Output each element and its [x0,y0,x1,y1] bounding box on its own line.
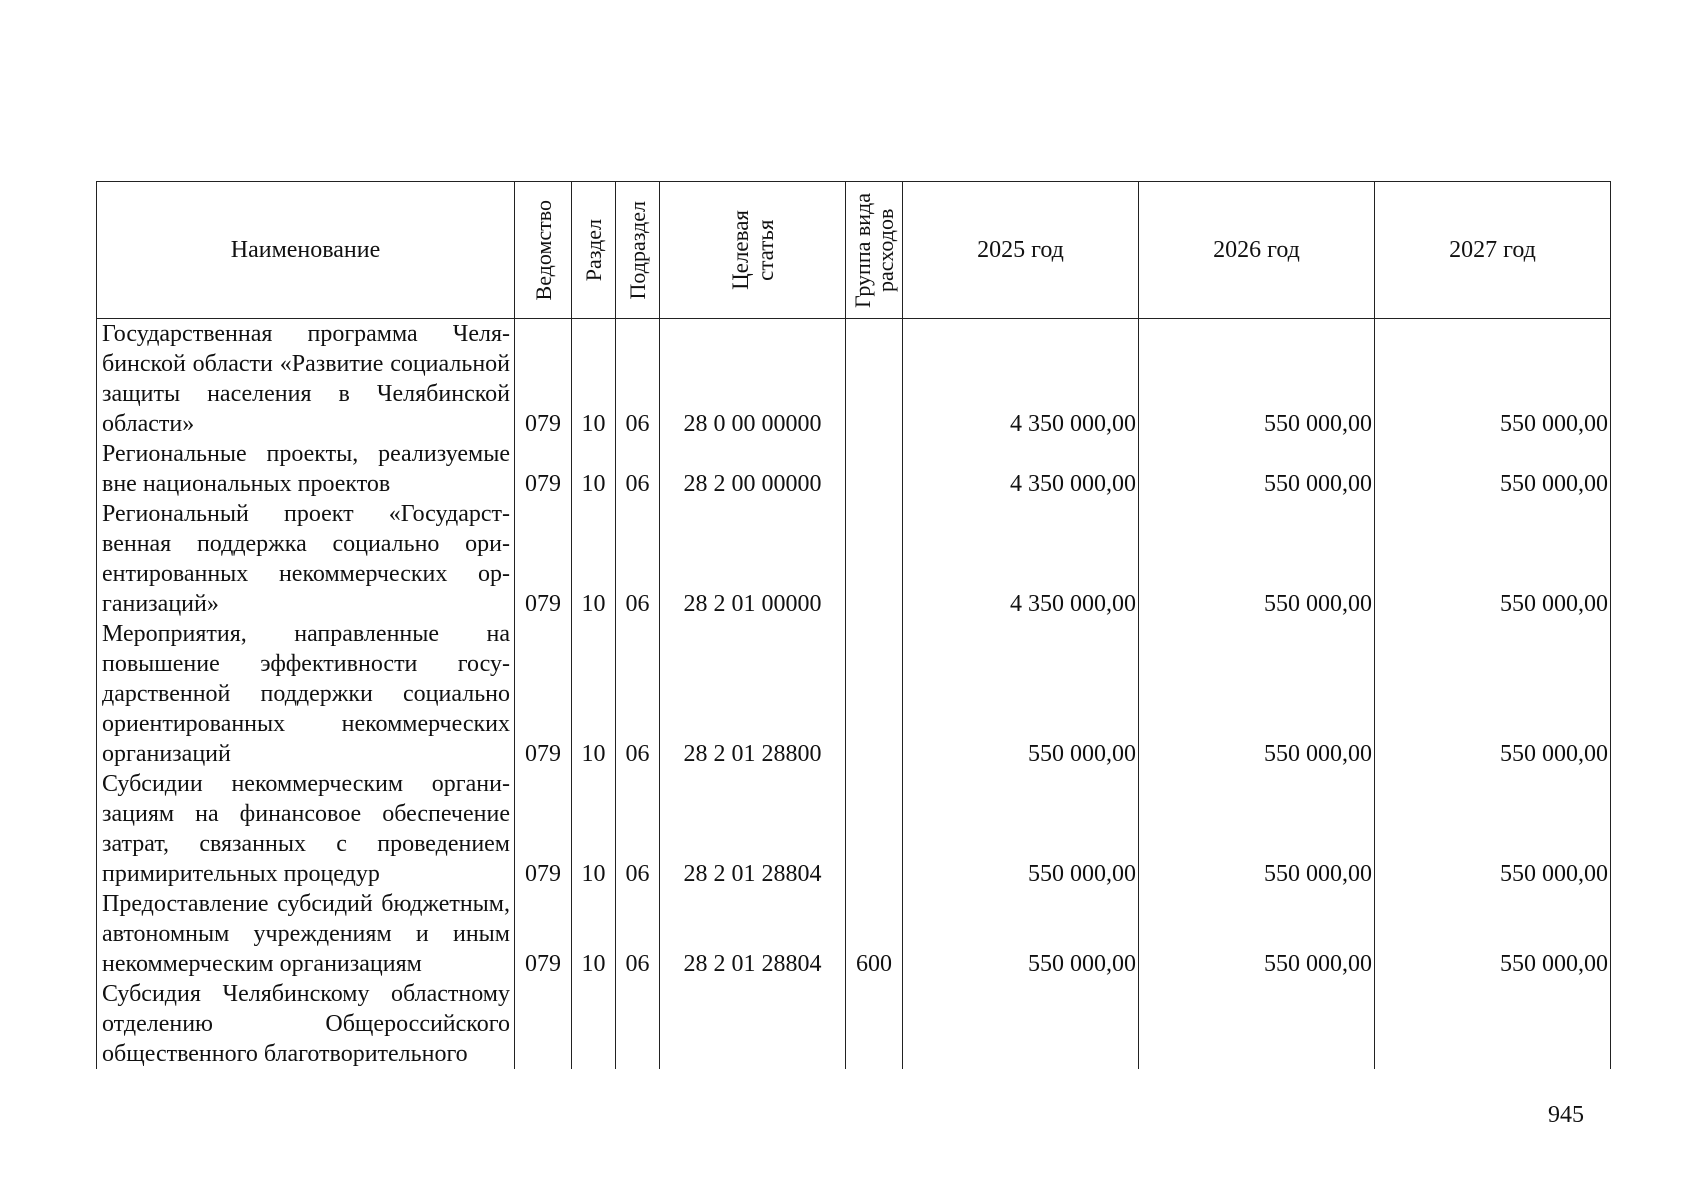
row-expense-group [846,769,903,889]
row-2025: 4 350 000,00 [903,319,1139,440]
table-row [97,499,1611,619]
row-2026: 550 000,00 [1139,769,1375,889]
row-expense-group [846,619,903,769]
header-target: Целевая статья [660,182,846,319]
header-name: Наименование [97,182,515,319]
header-subsection: Подраздел [616,182,660,319]
row-2026: 550 000,00 [1139,439,1375,499]
row-target: 28 2 01 28800 [660,619,846,769]
header-section: Раздел [572,182,616,319]
row-target: 28 2 01 28804 [660,769,846,889]
budget-table [96,181,1611,1069]
header-2026: 2026 год [1139,182,1375,319]
row-name: Субсидии некоммерческим организациям на финансовое обеспечение затрат, связанных с проведением примирительных процедур [97,769,515,889]
row-2026 [1139,979,1375,1069]
row-target: 28 0 00 00000 [660,319,846,440]
row-expense-group [846,439,903,499]
table-row [97,979,1611,1069]
row-dept: 079 [515,769,572,889]
row-name: Региональные проекты, реализуемые вне национальных проектов [97,439,515,499]
row-name: Предоставление субсидий бюджетным, автономным учреждениям и иным некоммерческим организациям [97,889,515,979]
row-2025 [903,979,1139,1069]
row-subsection: 06 [616,319,660,440]
header-row [97,182,1611,319]
row-target [660,979,846,1069]
row-dept: 079 [515,439,572,499]
table-row [97,619,1611,769]
row-subsection: 06 [616,439,660,499]
header-2025: 2025 год [903,182,1139,319]
row-subsection: 06 [616,499,660,619]
row-dept: 079 [515,499,572,619]
row-target: 28 2 00 00000 [660,439,846,499]
table-row [97,319,1611,440]
row-section: 10 [572,769,616,889]
row-dept [515,979,572,1069]
row-2025: 550 000,00 [903,619,1139,769]
row-expense-group [846,499,903,619]
row-name: Государственная программа Челябинской области «Развитие социальной защиты населения в Челябинской области» [97,319,515,440]
row-name: Региональный проект «Государственная поддержка социально ориентированных некоммерческих организаций» [97,499,515,619]
row-2025: 4 350 000,00 [903,499,1139,619]
row-2027: 550 000,00 [1375,319,1611,440]
row-subsection: 06 [616,889,660,979]
row-target: 28 2 01 00000 [660,499,846,619]
row-dept: 079 [515,619,572,769]
row-2025: 4 350 000,00 [903,439,1139,499]
row-section: 10 [572,319,616,440]
row-subsection: 06 [616,769,660,889]
row-2026: 550 000,00 [1139,499,1375,619]
row-section [572,979,616,1069]
row-expense-group [846,979,903,1069]
row-dept: 079 [515,889,572,979]
row-expense-group [846,319,903,440]
row-2027: 550 000,00 [1375,769,1611,889]
row-2026: 550 000,00 [1139,619,1375,769]
row-2027: 550 000,00 [1375,889,1611,979]
row-2027: 550 000,00 [1375,499,1611,619]
row-2025: 550 000,00 [903,769,1139,889]
row-dept: 079 [515,319,572,440]
row-section: 10 [572,499,616,619]
header-dept: Ведомство [515,182,572,319]
row-target: 28 2 01 28804 [660,889,846,979]
table-row [97,889,1611,979]
row-subsection: 06 [616,619,660,769]
row-section: 10 [572,439,616,499]
table-row [97,439,1611,499]
row-expense-group: 600 [846,889,903,979]
row-section: 10 [572,619,616,769]
row-2027: 550 000,00 [1375,619,1611,769]
row-name: Субсидия Челябинскому областному отделению Общероссийского общественного благотворительного [97,979,515,1069]
row-2025: 550 000,00 [903,889,1139,979]
row-2027 [1375,979,1611,1069]
row-subsection [616,979,660,1069]
row-2027: 550 000,00 [1375,439,1611,499]
row-2026: 550 000,00 [1139,889,1375,979]
header-2027: 2027 год [1375,182,1611,319]
row-name: Мероприятия, направленные на повышение эффективности государственной поддержки социально ориентированных некоммерческих организаций [97,619,515,769]
header-expense-group: Группа вида расходов [846,182,903,319]
table-row [97,769,1611,889]
page-number: 945 [1548,1102,1584,1128]
row-section: 10 [572,889,616,979]
row-2026: 550 000,00 [1139,319,1375,440]
